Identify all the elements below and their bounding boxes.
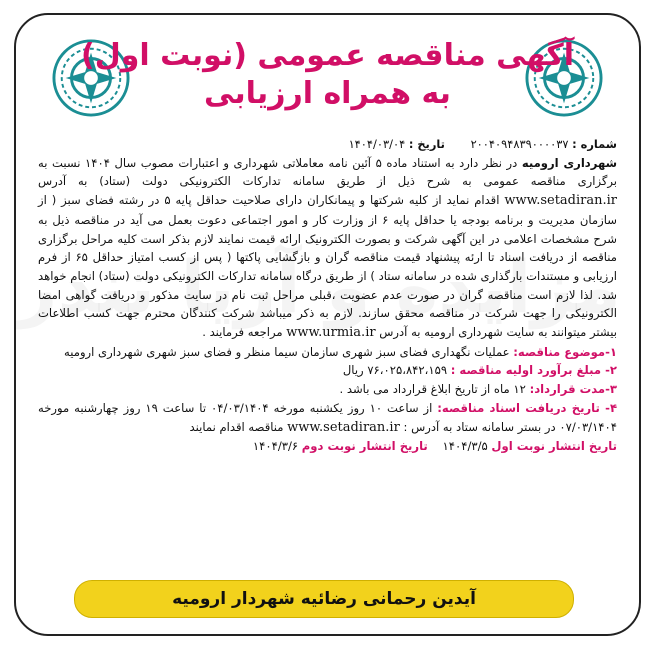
item-document-dates: ۴- تاریخ دریافت اسناد مناقصه: از ساعت ۱۰ روز یکشنبه مورخه ۰۴/۰۳/۱۴۰۴ تا ساعت ۱۹ روز چهارشنبه مورخه ۰۷/۰۳/۱۴۰۴ در بستر سامانه ستاد به آدرس : www.setadiran.ir مناقصه اقدام نمایند [38,400,618,435]
date-field: تاریخ : ۱۴۰۴/۰۳/۰۴ [348,137,445,151]
notice-title: آگهی مناقصه عمومی (نوبت اول) [81,38,574,73]
notice-frame [14,13,641,636]
number-field: شماره : ۲۰۰۴۰۹۴۸۳۹۰۰۰۰۳۷ [470,137,617,151]
mayor-signature-bar: آیدین رحمانی رضائیه شهردار ارومیه [74,580,574,618]
urmia-link[interactable]: www.urmia.ir [286,325,376,341]
setad-link-2[interactable]: www.setadiran.ir [287,419,400,435]
item-subject: ۱-موضوع مناقصه: عملیات نگهداری فضای سبز شهری سازمان سیما منظر و فضای سبز شهری شهرداری ارومیه [64,344,617,359]
item-duration: ۳-مدت قرارداد: ۱۲ ماه از تاریخ ابلاغ قرارداد می باشد . [339,382,617,397]
setad-link[interactable]: www.setadiran.ir [504,193,617,209]
intro-paragraph: شهرداری ارومیه در نظر دارد به استناد ماده ۵ آئین نامه معاملاتی شهرداری و اعتبارات مصوب سال ۱۴۰۴ نسبت به برگزاری مناقصه عمومی به شرح ذیل از طریق سامانه تدارکات الکترونیکی دولت (ستاد) به آدرس www.setadiran.ir اقدام نماید از کلیه شرکتها و پیمانکاران دارای صلاحیت حداقل پایه ۵ در رشته فضای سبز ( از سازمان مدیریت و برنامه بودجه یا حداقل پایه ۶ از وزارت کار و امور اجتماعی دعوت بعمل می آید در مناقصه ذیل به شرح مشخصات اعلامی در این آگهی شرکت و بصورت الکترونیک ارائه قیمت نمایند لازم بذکر است کلیه مراحل برگزاری مناقصه از دریافت اسناد تا ارئه پیشنهاد قیمت مناقصه گران و بازگشایی پاکتها ( پس از کسب امتیاز حداقل ۶۵ از فرم ارزیابی و مستندات بارگذاری شده در سامانه ستاد ) از طریق درگاه سامانه تدارکات الکترونیکی دولت (ستاد) انجام خواهد شد. لذا لازم است مناقصه گران در صورت عدم عضویت ،قبلی مراحل ثبت نام در سایت مذکور و دریافت گواهی امضا الکترونیکی را جهت شرکت در مناقصه محقق سازند. لازم به ذکر میباشد شرکت کنندگان محترم جهت کسب اطلاعات بیشتر میتوانند به سایت شهرداری ارومیه به آدرس www.urmia.ir مراجعه فرمایند . [38,155,618,341]
notice-body [38,135,617,456]
publish-dates: تاریخ انتشار نوبت اول ۱۴۰۴/۳/۵ تاریخ انتشار نوبت دوم ۱۴۰۴/۳/۶ [252,439,617,454]
organization-name: شهرداری ارومیه [521,155,618,170]
notice-subtitle: به همراه ارزیابی [204,76,451,111]
notice-meta [38,135,617,154]
item-estimate: ۲- مبلغ برآورد اولیه مناقصه : ۷۶،۰۲۵،۸۴۲،۱۵۹ ریال [342,363,617,378]
